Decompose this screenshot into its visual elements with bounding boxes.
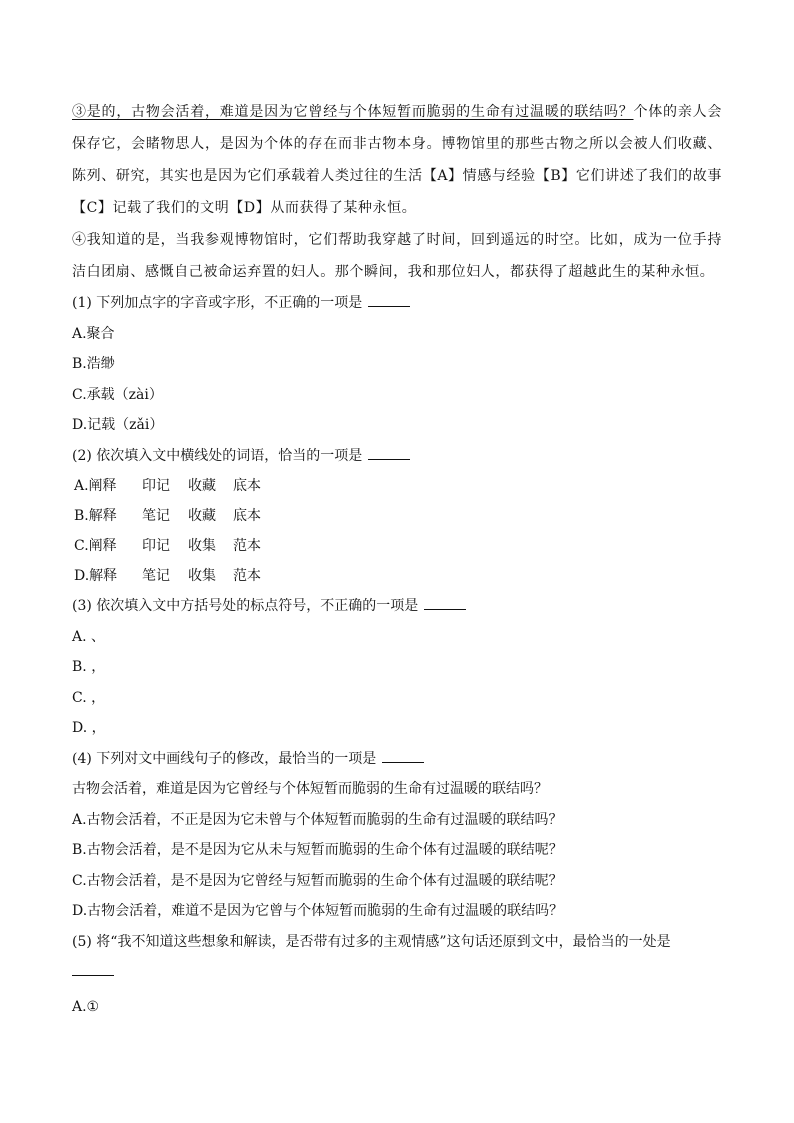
question-2-stem: (2) 依次填入文中横线处的词语，恰当的一项是 xyxy=(72,441,722,472)
answer-blank xyxy=(382,748,424,763)
paragraph-3 xyxy=(72,96,722,224)
question-2-option-b: B.解释 笔记 收藏 底本 xyxy=(74,508,261,524)
question-4-option-b: B.古物会活着，是不是因为它从未与短暂而脆弱的生命个体有过温暖的联结呢？ xyxy=(72,842,563,858)
question-3-option-c: C. ， xyxy=(72,689,106,706)
question-1-option-a: A.聚合 xyxy=(72,325,115,342)
question-5-stem: (5) 将“我不知道这些想象和解读，是否带有过多的主观情感”这句话还原到文中，最恰当的一处是 xyxy=(72,933,671,950)
question-2-option-d: D.解释 笔记 收集 范本 xyxy=(74,568,261,584)
question-1-stem: (1) 下列加点字的字音或字形，不正确的一项是 xyxy=(72,288,722,319)
question-3-option-b: B. ， xyxy=(72,659,106,675)
question-1-option-b: B.浩缈 xyxy=(72,356,115,372)
question-4-option-a: A.古物会活着，不正是因为它未曾与个体短暂而脆弱的生命有过温暖的联结吗？ xyxy=(72,811,563,828)
question-4-option-c: C.古物会活着，是不是因为它曾经与短暂而脆弱的生命个体有过温暖的联结呢？ xyxy=(72,872,563,889)
question-4-option-d: D.古物会活着，难道不是因为它曾与个体短暂而脆弱的生命有过温暖的联结吗？ xyxy=(72,903,564,919)
question-3-stem: (3) 依次填入文中方括号处的标点符号，不正确的一项是 xyxy=(72,591,722,622)
question-3-option-a: A. 、 xyxy=(72,628,106,645)
answer-blank xyxy=(368,292,410,307)
question-3-option-d: D. ， xyxy=(72,720,106,736)
question-1-option-d: D.记载（zǎi） xyxy=(72,417,164,433)
answer-blank xyxy=(72,975,114,976)
question-2-option-a: A.阐释 印记 收藏 底本 xyxy=(74,478,261,494)
answer-blank xyxy=(424,595,466,610)
question-5-option-a: A.① xyxy=(72,999,100,1015)
underlined-sentence: ③是的，古物会活着，难道是因为它曾经与个体短暂而脆弱的生命有过温暖的联结吗？ xyxy=(72,104,634,120)
answer-blank xyxy=(368,445,410,460)
paragraph-4: ④我知道的是，当我参观博物馆时，它们帮助我穿越了时间，回到遥远的时空。比如，成为一位手持洁白团扇、感慨自己被命运弃置的妇人。那个瞬间，我和那位妇人，都获得了超越此生的某种永恒。 xyxy=(72,232,722,280)
document-page xyxy=(72,96,722,1023)
question-1-option-c: C.承载（zài） xyxy=(72,386,163,403)
question-2-option-c: C.阐释 印记 收集 范本 xyxy=(74,538,261,554)
paragraph-3-rest: 个体的亲人会保存它，会睹物思人，是因为个体的存在而非古物本身。博物馆里的那些古物之所以会被人们收藏、陈列、研究，其实也是因为它们承载着人类过往的生活【A】情感与经验【B】它们讲述了我们的故事【C】记载了我们的文明【D】从而获得了某种永恒。 xyxy=(72,104,722,216)
question-4-original-sentence: 古物会活着，难道是因为它曾经与个体短暂而脆弱的生命有过温暖的联结吗？ xyxy=(72,781,548,797)
question-4-stem: (4) 下列对文中画线句子的修改，最恰当的一项是 xyxy=(72,744,722,775)
